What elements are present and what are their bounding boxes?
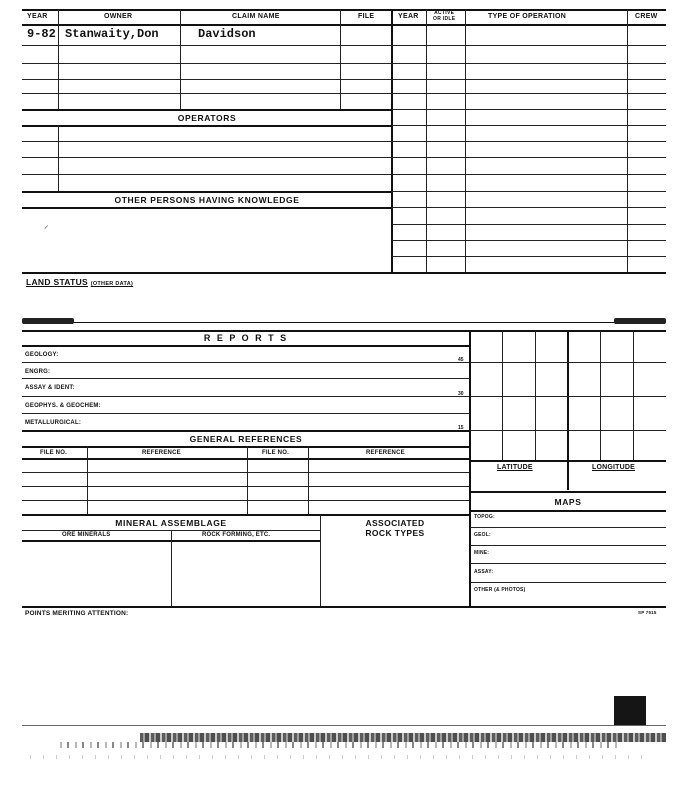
operators-col-divider xyxy=(58,125,59,191)
history-row-line xyxy=(392,45,666,46)
history-row-line xyxy=(392,141,666,142)
coord-grid-line xyxy=(470,430,666,431)
history-row-line xyxy=(392,224,666,225)
coord-grid-line xyxy=(470,396,666,397)
gr-col-divider xyxy=(247,446,248,514)
header-file: FILE xyxy=(358,13,375,20)
gr-header-underline xyxy=(22,458,470,460)
maps-top-rule xyxy=(470,491,666,493)
middle-bottom-rule xyxy=(22,606,666,608)
latitude-label: LATITUDE xyxy=(497,464,533,471)
maps-row-line xyxy=(470,582,666,583)
top-border-left xyxy=(22,9,392,11)
maps-assay-label: ASSAY: xyxy=(474,569,494,575)
history-row-line xyxy=(392,157,666,158)
report-label-metallurgical: METALLURGICAL: xyxy=(25,420,82,426)
middle-center-divider xyxy=(469,330,471,606)
maps-other-label: OTHER (& PHOTOS) xyxy=(474,587,526,593)
mineral-col-divider xyxy=(171,530,172,606)
scan-black-block xyxy=(614,696,646,726)
report-row-line xyxy=(22,362,470,363)
col-divider-claim xyxy=(340,9,341,109)
report-num-assay: 30 xyxy=(458,391,464,397)
other-persons-under-rule xyxy=(22,207,392,209)
gr-col-file-no-1: FILE NO. xyxy=(40,450,67,456)
owner-row-line xyxy=(22,93,392,94)
col-divider-year xyxy=(58,9,59,109)
gr-col-reference-2: REFERENCE xyxy=(366,450,405,456)
reports-under-rule xyxy=(22,345,470,347)
scan-noise-band xyxy=(140,733,666,742)
operators-title: OPERATORS xyxy=(177,113,237,123)
header-year: YEAR xyxy=(27,13,48,20)
mineral-assemblage-title: MINERAL ASSEMBLAGE xyxy=(115,518,227,528)
header-active-idle: ACTIVE OR IDLE xyxy=(433,10,456,22)
gr-row-line xyxy=(22,486,470,487)
land-status-heading: LAND STATUS (OTHER DATA) xyxy=(26,277,134,287)
gr-col-file-no-2: FILE NO. xyxy=(262,450,289,456)
header-crew: CREW xyxy=(635,13,658,20)
coord-grid-line xyxy=(633,330,634,460)
report-num-metallurgical: 15 xyxy=(458,425,464,431)
owner-row-line xyxy=(22,79,392,80)
history-row-line xyxy=(392,93,666,94)
report-label-geophys: GEOPHYS. & GEOCHEM: xyxy=(25,403,101,409)
entry-year: 9-82 xyxy=(27,27,56,41)
history-row-line xyxy=(392,174,666,175)
report-label-assay: ASSAY & IDENT: xyxy=(25,385,75,391)
longitude-label: LONGITUDE xyxy=(592,464,636,471)
general-references-title: GENERAL REFERENCES xyxy=(189,434,303,444)
header-claim-name: CLAIM NAME xyxy=(232,13,280,20)
mineral-top-rule xyxy=(22,514,470,516)
rock-forming-label: ROCK FORMING, ETC. xyxy=(202,532,271,538)
gr-col-divider xyxy=(87,446,88,514)
form-code: SP 7515 xyxy=(638,610,657,615)
maps-geol-label: GEOL: xyxy=(474,532,491,538)
middle-top-rule xyxy=(22,322,666,323)
general-references-under-rule xyxy=(22,446,470,448)
history-row-line xyxy=(392,125,666,126)
col-divider-owner xyxy=(180,9,181,109)
gr-row-line xyxy=(22,500,470,501)
maps-mine-label: MINE: xyxy=(474,550,490,556)
gr-col-divider xyxy=(308,446,309,514)
history-row-line xyxy=(392,256,666,257)
associated-rock-types-title: ASSOCIATED ROCK TYPES xyxy=(365,518,425,538)
scan-noise-dots xyxy=(30,755,650,759)
coord-grid-line xyxy=(600,330,601,460)
header-year-2: YEAR xyxy=(398,13,419,20)
other-persons-title: OTHER PERSONS HAVING KNOWLEDGE xyxy=(114,195,300,205)
reports-top-rule xyxy=(22,330,666,332)
top-section-bottom-rule xyxy=(22,272,666,274)
operators-under-rule xyxy=(22,125,392,127)
coord-grid-line xyxy=(535,330,536,460)
scan-noise-band xyxy=(60,742,620,748)
coord-grid-line xyxy=(502,330,503,460)
gr-row-line xyxy=(22,472,470,473)
owner-row-line xyxy=(22,45,392,46)
history-row-line xyxy=(392,207,666,208)
maps-topog-label: TOPOG: xyxy=(474,514,495,520)
report-row-line xyxy=(22,378,470,379)
stray-mark: ⸝ xyxy=(44,220,49,230)
report-row-line xyxy=(22,396,470,397)
header-type-of-operation: TYPE OF OPERATION xyxy=(488,13,567,20)
rule-end-smudge xyxy=(614,318,666,324)
other-persons-top-rule xyxy=(22,191,392,193)
operators-row-line xyxy=(22,174,392,175)
coord-center-line xyxy=(567,330,569,490)
operators-row-line xyxy=(22,141,392,142)
maps-row-line xyxy=(470,545,666,546)
history-row-line xyxy=(392,240,666,241)
operators-row-line xyxy=(22,157,392,158)
history-row-line xyxy=(392,63,666,64)
ore-minerals-label: ORE MINERALS xyxy=(62,532,111,538)
points-meriting-attention: POINTS MERITING ATTENTION: xyxy=(25,610,129,617)
history-row-line xyxy=(392,109,666,110)
report-label-engrg: ENGRG: xyxy=(25,369,51,375)
header-owner: OWNER xyxy=(104,13,133,20)
report-num-geology: 45 xyxy=(458,357,464,363)
general-references-top-rule xyxy=(22,430,470,432)
entry-owner: Stanwaity,Don xyxy=(65,27,159,41)
maps-title: MAPS xyxy=(554,497,582,507)
history-row-line xyxy=(392,191,666,192)
scan-line xyxy=(22,725,666,726)
operators-top-rule xyxy=(22,109,392,111)
history-row-line xyxy=(392,79,666,80)
report-label-geology: GEOLOGY: xyxy=(25,352,59,358)
coord-grid-line xyxy=(470,362,666,363)
report-row-line xyxy=(22,413,470,414)
maps-row-line xyxy=(470,527,666,528)
maps-row-line xyxy=(470,563,666,564)
maps-under-rule xyxy=(470,510,666,512)
header-underline xyxy=(22,24,666,26)
owner-row-line xyxy=(22,63,392,64)
rule-end-smudge xyxy=(22,318,74,324)
reports-title: R E P O R T S xyxy=(203,333,289,343)
coord-grid-bottom xyxy=(470,460,666,462)
entry-claim: Davidson xyxy=(198,27,256,41)
gr-col-reference-1: REFERENCE xyxy=(142,450,181,456)
